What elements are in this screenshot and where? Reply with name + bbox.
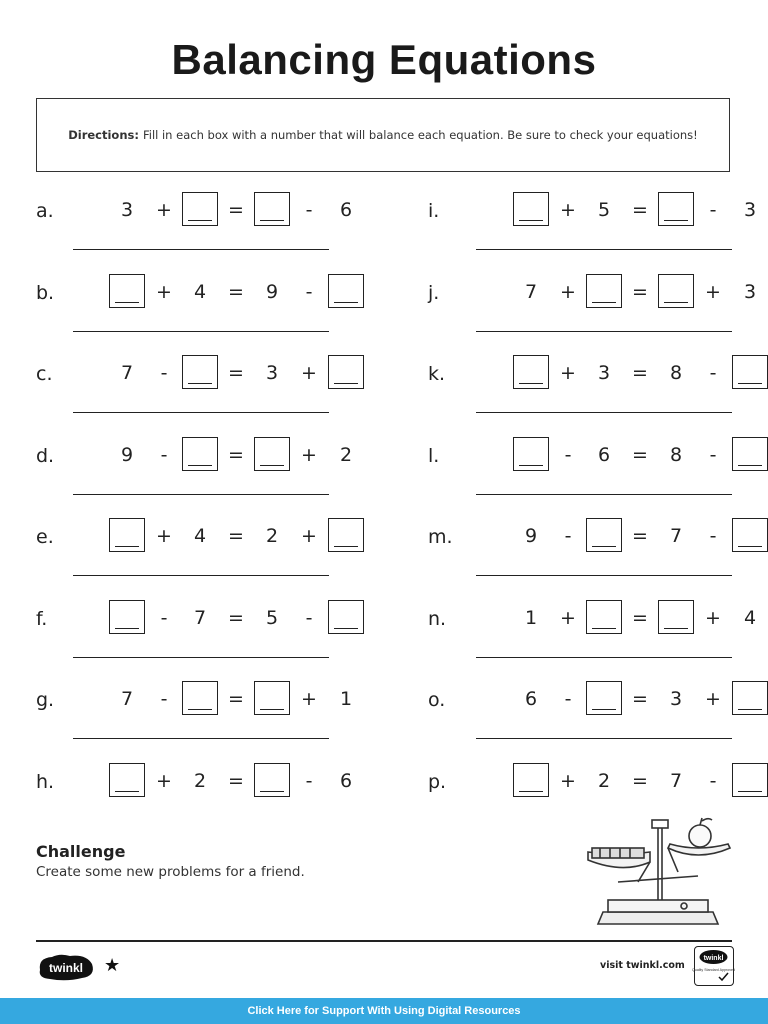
problem-label: k. (428, 363, 446, 385)
operator: + (560, 280, 576, 303)
number: 8 (669, 362, 683, 384)
problem-k (428, 355, 728, 395)
answer-box[interactable] (513, 437, 549, 471)
footer-divider (36, 940, 732, 942)
problem-b (36, 274, 336, 314)
answer-box[interactable] (513, 192, 549, 226)
number: 2 (597, 769, 611, 792)
balance-scale-illustration (578, 812, 738, 930)
problem-d (36, 437, 353, 477)
number: 3 (743, 199, 757, 221)
answer-box[interactable] (732, 763, 768, 797)
problem-l (428, 437, 728, 477)
page-title: Balancing Equations (171, 36, 597, 83)
work-line (73, 575, 329, 576)
answer-box[interactable] (254, 437, 290, 471)
number: 6 (339, 199, 353, 221)
operator: + (301, 525, 317, 547)
answer-box[interactable] (182, 192, 218, 226)
number: 7 (669, 769, 683, 792)
answer-box[interactable] (732, 518, 768, 552)
answer-box[interactable] (513, 355, 549, 389)
problem-c (36, 355, 336, 395)
operator: - (160, 443, 168, 466)
answer-box[interactable] (658, 192, 694, 226)
problem-g (36, 681, 353, 721)
operator: + (156, 525, 172, 547)
operator: + (156, 280, 172, 303)
number: 6 (339, 769, 353, 792)
operator: = (228, 443, 244, 466)
answer-box[interactable] (586, 681, 622, 715)
number: 5 (597, 199, 611, 221)
operator: = (228, 525, 244, 547)
directions-text: Fill in each box with a number that will balance each equation. Be sure to check your equations! (142, 128, 698, 142)
problem-label: e. (36, 526, 54, 548)
operator: + (156, 769, 172, 792)
problem-j (428, 274, 757, 314)
operator: = (632, 199, 648, 221)
operator: + (560, 769, 576, 792)
operator: + (560, 606, 576, 629)
quality-badge-icon (692, 947, 735, 984)
operator: + (301, 362, 317, 384)
operator: - (709, 525, 717, 547)
operator: + (705, 688, 721, 710)
work-line (476, 738, 732, 739)
work-line (476, 575, 732, 576)
number: 7 (120, 362, 134, 384)
problem-label: o. (428, 689, 446, 711)
answer-box[interactable] (658, 600, 694, 634)
number: 5 (265, 606, 279, 629)
twinkl-logo[interactable] (36, 952, 96, 982)
directions-box (36, 98, 730, 172)
answer-box[interactable] (586, 274, 622, 308)
answer-box[interactable] (109, 763, 145, 797)
problem-f (36, 600, 336, 640)
operator: + (560, 199, 576, 221)
problem-label: i. (428, 200, 440, 222)
number: 3 (120, 199, 134, 221)
answer-box[interactable] (254, 192, 290, 226)
operator: + (705, 280, 721, 303)
operator: + (156, 199, 172, 221)
operator: - (160, 606, 168, 629)
operator: - (160, 362, 168, 384)
work-line (476, 331, 732, 332)
operator: - (305, 769, 313, 792)
answer-box[interactable] (328, 600, 364, 634)
problem-i (428, 192, 757, 232)
operator: = (228, 606, 244, 629)
star-icon: ★ (104, 955, 121, 976)
number: 1 (339, 688, 353, 710)
work-line (73, 331, 329, 332)
operator: = (228, 362, 244, 384)
answer-box[interactable] (109, 518, 145, 552)
answer-box[interactable] (732, 681, 768, 715)
problem-a (36, 192, 353, 232)
work-line (73, 249, 329, 250)
operator: = (632, 769, 648, 792)
number: 7 (120, 688, 134, 710)
support-banner[interactable]: Click Here for Support With Using Digital Resources (0, 998, 768, 1024)
operator: - (305, 199, 313, 221)
answer-box[interactable] (513, 763, 549, 797)
problem-h (36, 763, 353, 803)
problem-p (428, 763, 728, 803)
answer-box[interactable] (109, 274, 145, 308)
visit-link[interactable]: visit twinkl.com (600, 960, 685, 971)
problem-label: b. (36, 281, 55, 304)
answer-box[interactable] (254, 681, 290, 715)
answer-box[interactable] (328, 355, 364, 389)
number: 3 (743, 280, 757, 303)
quality-badge (694, 946, 734, 986)
work-line (73, 412, 329, 413)
answer-box[interactable] (182, 437, 218, 471)
number: 6 (597, 443, 611, 466)
operator: = (632, 362, 648, 384)
operator: + (301, 688, 317, 710)
answer-box[interactable] (182, 355, 218, 389)
number: 4 (193, 525, 207, 547)
operator: + (705, 606, 721, 629)
answer-box[interactable] (658, 274, 694, 308)
answer-box[interactable] (328, 274, 364, 308)
problem-label: f. (36, 607, 48, 630)
operator: - (305, 280, 313, 303)
answer-box[interactable] (586, 518, 622, 552)
number: 2 (193, 769, 207, 792)
challenge-text: Create some new problems for a friend. (36, 864, 305, 880)
answer-box[interactable] (254, 763, 290, 797)
problem-label: n. (428, 607, 447, 630)
operator: + (560, 362, 576, 384)
work-line (73, 738, 329, 739)
operator: = (632, 606, 648, 629)
number: 7 (524, 280, 538, 303)
operator: = (228, 769, 244, 792)
number: 2 (265, 525, 279, 547)
number: 9 (524, 525, 538, 547)
challenge-title: Challenge (36, 842, 126, 861)
problem-label: d. (36, 444, 55, 467)
problem-label: p. (428, 770, 447, 793)
answer-box[interactable] (732, 437, 768, 471)
number: 3 (265, 362, 279, 384)
operator: - (564, 525, 572, 547)
problem-m (428, 518, 728, 558)
number: 2 (339, 443, 353, 466)
operator: = (632, 525, 648, 547)
operator: = (632, 688, 648, 710)
number: 8 (669, 443, 683, 466)
svg-text:twinkl: twinkl (703, 955, 724, 962)
answer-box[interactable] (586, 600, 622, 634)
operator: - (564, 443, 572, 466)
operator: = (228, 688, 244, 710)
problem-label: l. (428, 444, 440, 467)
work-line (476, 249, 732, 250)
operator: - (564, 688, 572, 710)
operator: = (632, 280, 648, 303)
directions-label: Directions: (68, 128, 139, 142)
problem-label: m. (428, 526, 453, 548)
problem-label: h. (36, 770, 55, 793)
problem-label: c. (36, 363, 53, 385)
number: 7 (669, 525, 683, 547)
work-line (476, 657, 732, 658)
work-line (73, 494, 329, 495)
number: 4 (193, 280, 207, 303)
work-line (73, 657, 329, 658)
operator: - (305, 606, 313, 629)
number: 1 (524, 606, 538, 629)
operator: - (709, 362, 717, 384)
number: 3 (597, 362, 611, 384)
operator: + (301, 443, 317, 466)
number: 3 (669, 688, 683, 710)
operator: - (709, 769, 717, 792)
problem-label: g. (36, 689, 55, 711)
problem-n (428, 600, 757, 640)
number: 7 (193, 606, 207, 629)
number: 9 (120, 443, 134, 466)
number: 4 (743, 606, 757, 629)
operator: = (632, 443, 648, 466)
problem-label: a. (36, 200, 54, 222)
work-line (476, 412, 732, 413)
operator: = (228, 280, 244, 303)
work-line (476, 494, 732, 495)
number: 9 (265, 280, 279, 303)
problem-o (428, 681, 728, 721)
number: 6 (524, 688, 538, 710)
svg-text:twinkl: twinkl (48, 961, 84, 975)
operator: - (709, 443, 717, 466)
answer-box[interactable] (109, 600, 145, 634)
problem-label: j. (428, 281, 440, 304)
problem-e (36, 518, 336, 558)
svg-text:Quality Standard Approved: Quality Standard Approved (692, 968, 735, 972)
operator: = (228, 199, 244, 221)
operator: - (709, 199, 717, 221)
answer-box[interactable] (182, 681, 218, 715)
operator: - (160, 688, 168, 710)
answer-box[interactable] (328, 518, 364, 552)
answer-box[interactable] (732, 355, 768, 389)
